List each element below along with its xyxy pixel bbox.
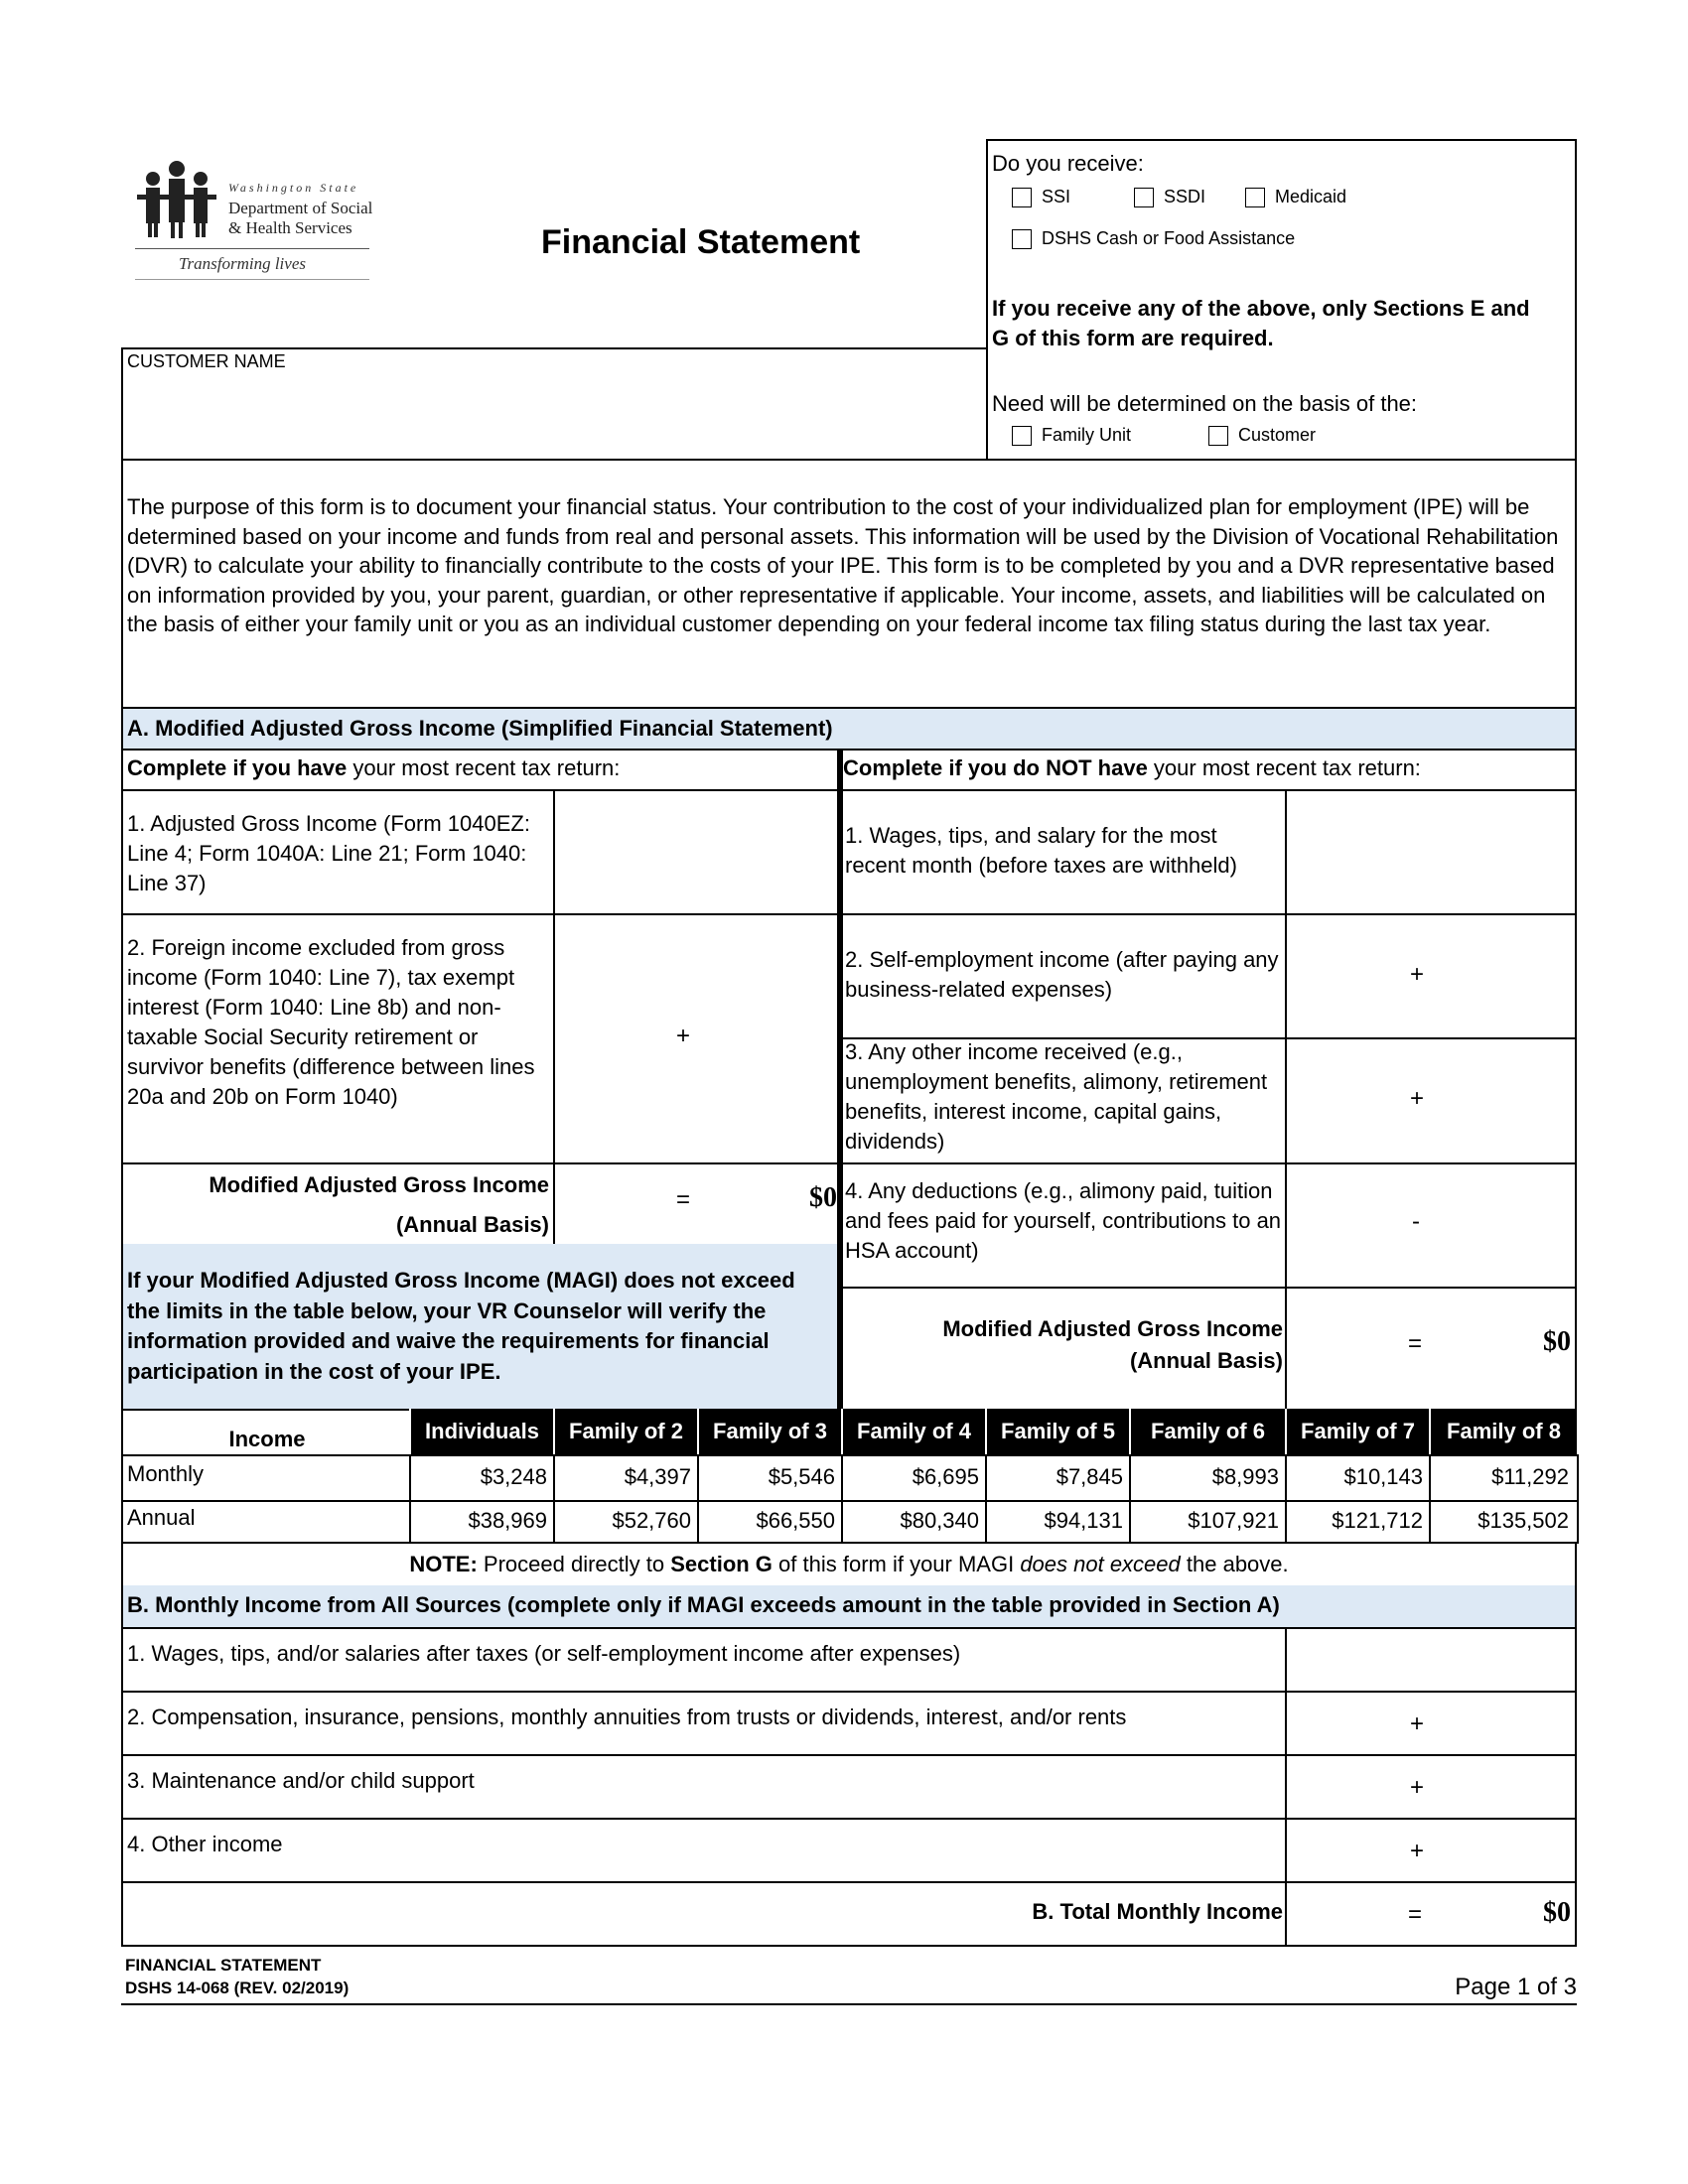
section-b-row-2-amount[interactable]: +: [1285, 1691, 1577, 1756]
section-b-total-value: $0: [1543, 1897, 1571, 1928]
table-column-header: Family of 6: [1129, 1409, 1285, 1454]
logo-state-line: Washington State: [228, 181, 359, 195]
table-column-header: Family of 4: [841, 1409, 985, 1454]
table-cell: $6,695: [841, 1454, 987, 1502]
table-cell: $3,248: [409, 1454, 555, 1502]
section-b-row-2-label: 2. Compensation, insurance, pensions, monthly annuities from trusts or dividends, interest, and/or rents: [121, 1691, 1287, 1756]
left-row-2-amount[interactable]: +: [553, 913, 841, 1164]
left-total-label: Modified Adjusted Gross Income (Annual Basis): [121, 1162, 555, 1246]
logo-tagline: Transforming lives: [179, 254, 306, 273]
table-column-header: Individuals: [409, 1409, 553, 1454]
table-income-header: Income: [121, 1409, 411, 1456]
table-column-header: Family of 7: [1285, 1409, 1429, 1454]
dshs-logo: [135, 159, 373, 283]
magi-note-box: If your Modified Adjusted Gross Income (MAGI) does not exceed the limits in the table below, your VR Counselor will verify the information provided and waive the requirements for financial participation in the cost of your IPE.: [121, 1244, 841, 1411]
right-row-2-amount[interactable]: +: [1285, 913, 1577, 1039]
section-b-title: B. Monthly Income from All Sources (complete only if MAGI exceeds amount in the table provided in Section A): [121, 1585, 1577, 1629]
table-cell: $121,712: [1285, 1500, 1431, 1544]
section-b-row-4-amount[interactable]: +: [1285, 1818, 1577, 1883]
checkbox-medicaid[interactable]: Medicaid: [1245, 187, 1346, 207]
section-a-title: A. Modified Adjusted Gross Income (Simplified Financial Statement): [121, 707, 1577, 751]
section-a-right-header: Complete if you do NOT have your most recent tax return:: [839, 749, 1577, 791]
table-cell: $80,340: [841, 1500, 987, 1544]
logo-dept-line1: Department of Social: [228, 199, 373, 217]
table-column-header: Family of 3: [697, 1409, 841, 1454]
right-row-1-amount[interactable]: [1285, 789, 1577, 915]
checkbox-family-unit[interactable]: Family Unit: [1012, 425, 1131, 446]
section-b-row-3-amount[interactable]: +: [1285, 1754, 1577, 1820]
right-row-2-label: 2. Self-employment income (after paying any business-related expenses): [841, 913, 1287, 1039]
receive-question: Do you receive:: [992, 151, 1144, 176]
checkbox-ssdi[interactable]: SSDI: [1134, 187, 1205, 207]
section-b-row-1-amount[interactable]: [1285, 1627, 1577, 1693]
footer-form-number: DSHS 14-068 (REV. 02/2019): [125, 1979, 350, 1997]
table-cell: $107,921: [1129, 1500, 1287, 1544]
table-cell: $4,397: [553, 1454, 699, 1502]
footer-form-name: FINANCIAL STATEMENT: [125, 1956, 322, 1975]
checkbox-dshs-cash-food[interactable]: DSHS Cash or Food Assistance: [1012, 228, 1295, 249]
table-cell: $38,969: [409, 1500, 555, 1544]
table-column-header: Family of 2: [553, 1409, 697, 1454]
receive-box: [986, 139, 1577, 461]
table-cell: $66,550: [697, 1500, 843, 1544]
left-total-amount: = $0: [553, 1162, 841, 1246]
section-a-left-header: Complete if you have your most recent tax return:: [121, 749, 841, 791]
left-row-1-label: 1. Adjusted Gross Income (Form 1040EZ: Line 4; Form 1040A: Line 21; Form 1040: Line 37): [121, 789, 555, 915]
right-total-amount: = $0: [1285, 1287, 1577, 1411]
customer-name-field[interactable]: [121, 347, 988, 461]
table-cell: $8,993: [1129, 1454, 1287, 1502]
table-cell: $52,760: [553, 1500, 699, 1544]
checkbox-ssi[interactable]: SSI: [1012, 187, 1070, 207]
section-b-total-amount: = $0: [1285, 1881, 1577, 1947]
purpose-text: The purpose of this form is to document your financial status. Your contribution to the cost of your individualized plan for employment (IPE) will be determined based on your income and funds from real and personal assets. This information will be used by the Division of Vocational Rehabilitation (DVR) to calculate your ability to financially contribute to the costs of your IPE. This form is to be completed by you and a DVR representative based on information provided by you, your parent, guardian, or other representative if applicable. Your income, assets, and liabilities will be calculated on the basis of either your family unit or you as an individual customer depending on your federal income tax filing status during the last tax year.: [127, 494, 1559, 636]
section-b-total-label: B. Total Monthly Income: [121, 1881, 1287, 1947]
right-row-3-amount[interactable]: +: [1285, 1037, 1577, 1164]
table-cell: $94,131: [985, 1500, 1131, 1544]
customer-name-label: CUSTOMER NAME: [127, 351, 286, 371]
footer-page-number: Page 1 of 3: [1455, 1974, 1577, 2000]
table-cell: $5,546: [697, 1454, 843, 1502]
left-row-2-label: 2. Foreign income excluded from gross income (Form 1040: Line 7), tax exempt interest (Form 1040: Line 8b) and non-taxable Social Security retirement or survivor benefits (difference between lines 20a and 20b on Form 1040): [121, 913, 555, 1164]
table-cell: $10,143: [1285, 1454, 1431, 1502]
table-row-label: Annual: [121, 1500, 411, 1544]
table-note: NOTE: Proceed directly to Section G of this form if your MAGI does not exceed the above.: [121, 1542, 1577, 1587]
table-row-label: Monthly: [121, 1454, 411, 1502]
right-row-3-label: 3. Any other income received (e.g., unemployment benefits, alimony, retirement benefits, interest income, capital gains, dividends): [841, 1037, 1287, 1164]
right-row-4-label: 4. Any deductions (e.g., alimony paid, tuition and fees paid for yourself, contributions to an HSA account): [841, 1162, 1287, 1289]
table-cell: $7,845: [985, 1454, 1131, 1502]
right-row-4-amount[interactable]: -: [1285, 1162, 1577, 1289]
table-column-header: Family of 5: [985, 1409, 1129, 1454]
left-row-1-amount[interactable]: [553, 789, 841, 915]
basis-label: Need will be determined on the basis of the:: [992, 391, 1418, 416]
section-b-row-4-label: 4. Other income: [121, 1818, 1287, 1883]
left-total-value: $0: [809, 1182, 837, 1213]
table-cell: $11,292: [1429, 1454, 1579, 1502]
right-row-1-label: 1. Wages, tips, and salary for the most recent month (before taxes are withheld): [841, 789, 1287, 915]
table-cell: $135,502: [1429, 1500, 1579, 1544]
checkbox-customer[interactable]: Customer: [1208, 425, 1316, 446]
purpose-box: [121, 459, 1577, 709]
logo-dept-line2: & Health Services: [228, 218, 352, 237]
receive-notice: If you receive any of the above, only Sections E and G of this form are required.: [992, 296, 1530, 350]
right-total-label: Modified Adjusted Gross Income (Annual Basis): [841, 1287, 1287, 1411]
section-b-row-1-label: 1. Wages, tips, and/or salaries after taxes (or self-employment income after expenses): [121, 1627, 1287, 1693]
family-figures-icon: [135, 159, 218, 242]
page-title: Financial Statement: [541, 223, 861, 261]
right-total-value: $0: [1543, 1326, 1571, 1357]
table-column-header: Family of 8: [1429, 1409, 1577, 1454]
section-b-row-3-label: 3. Maintenance and/or child support: [121, 1754, 1287, 1820]
